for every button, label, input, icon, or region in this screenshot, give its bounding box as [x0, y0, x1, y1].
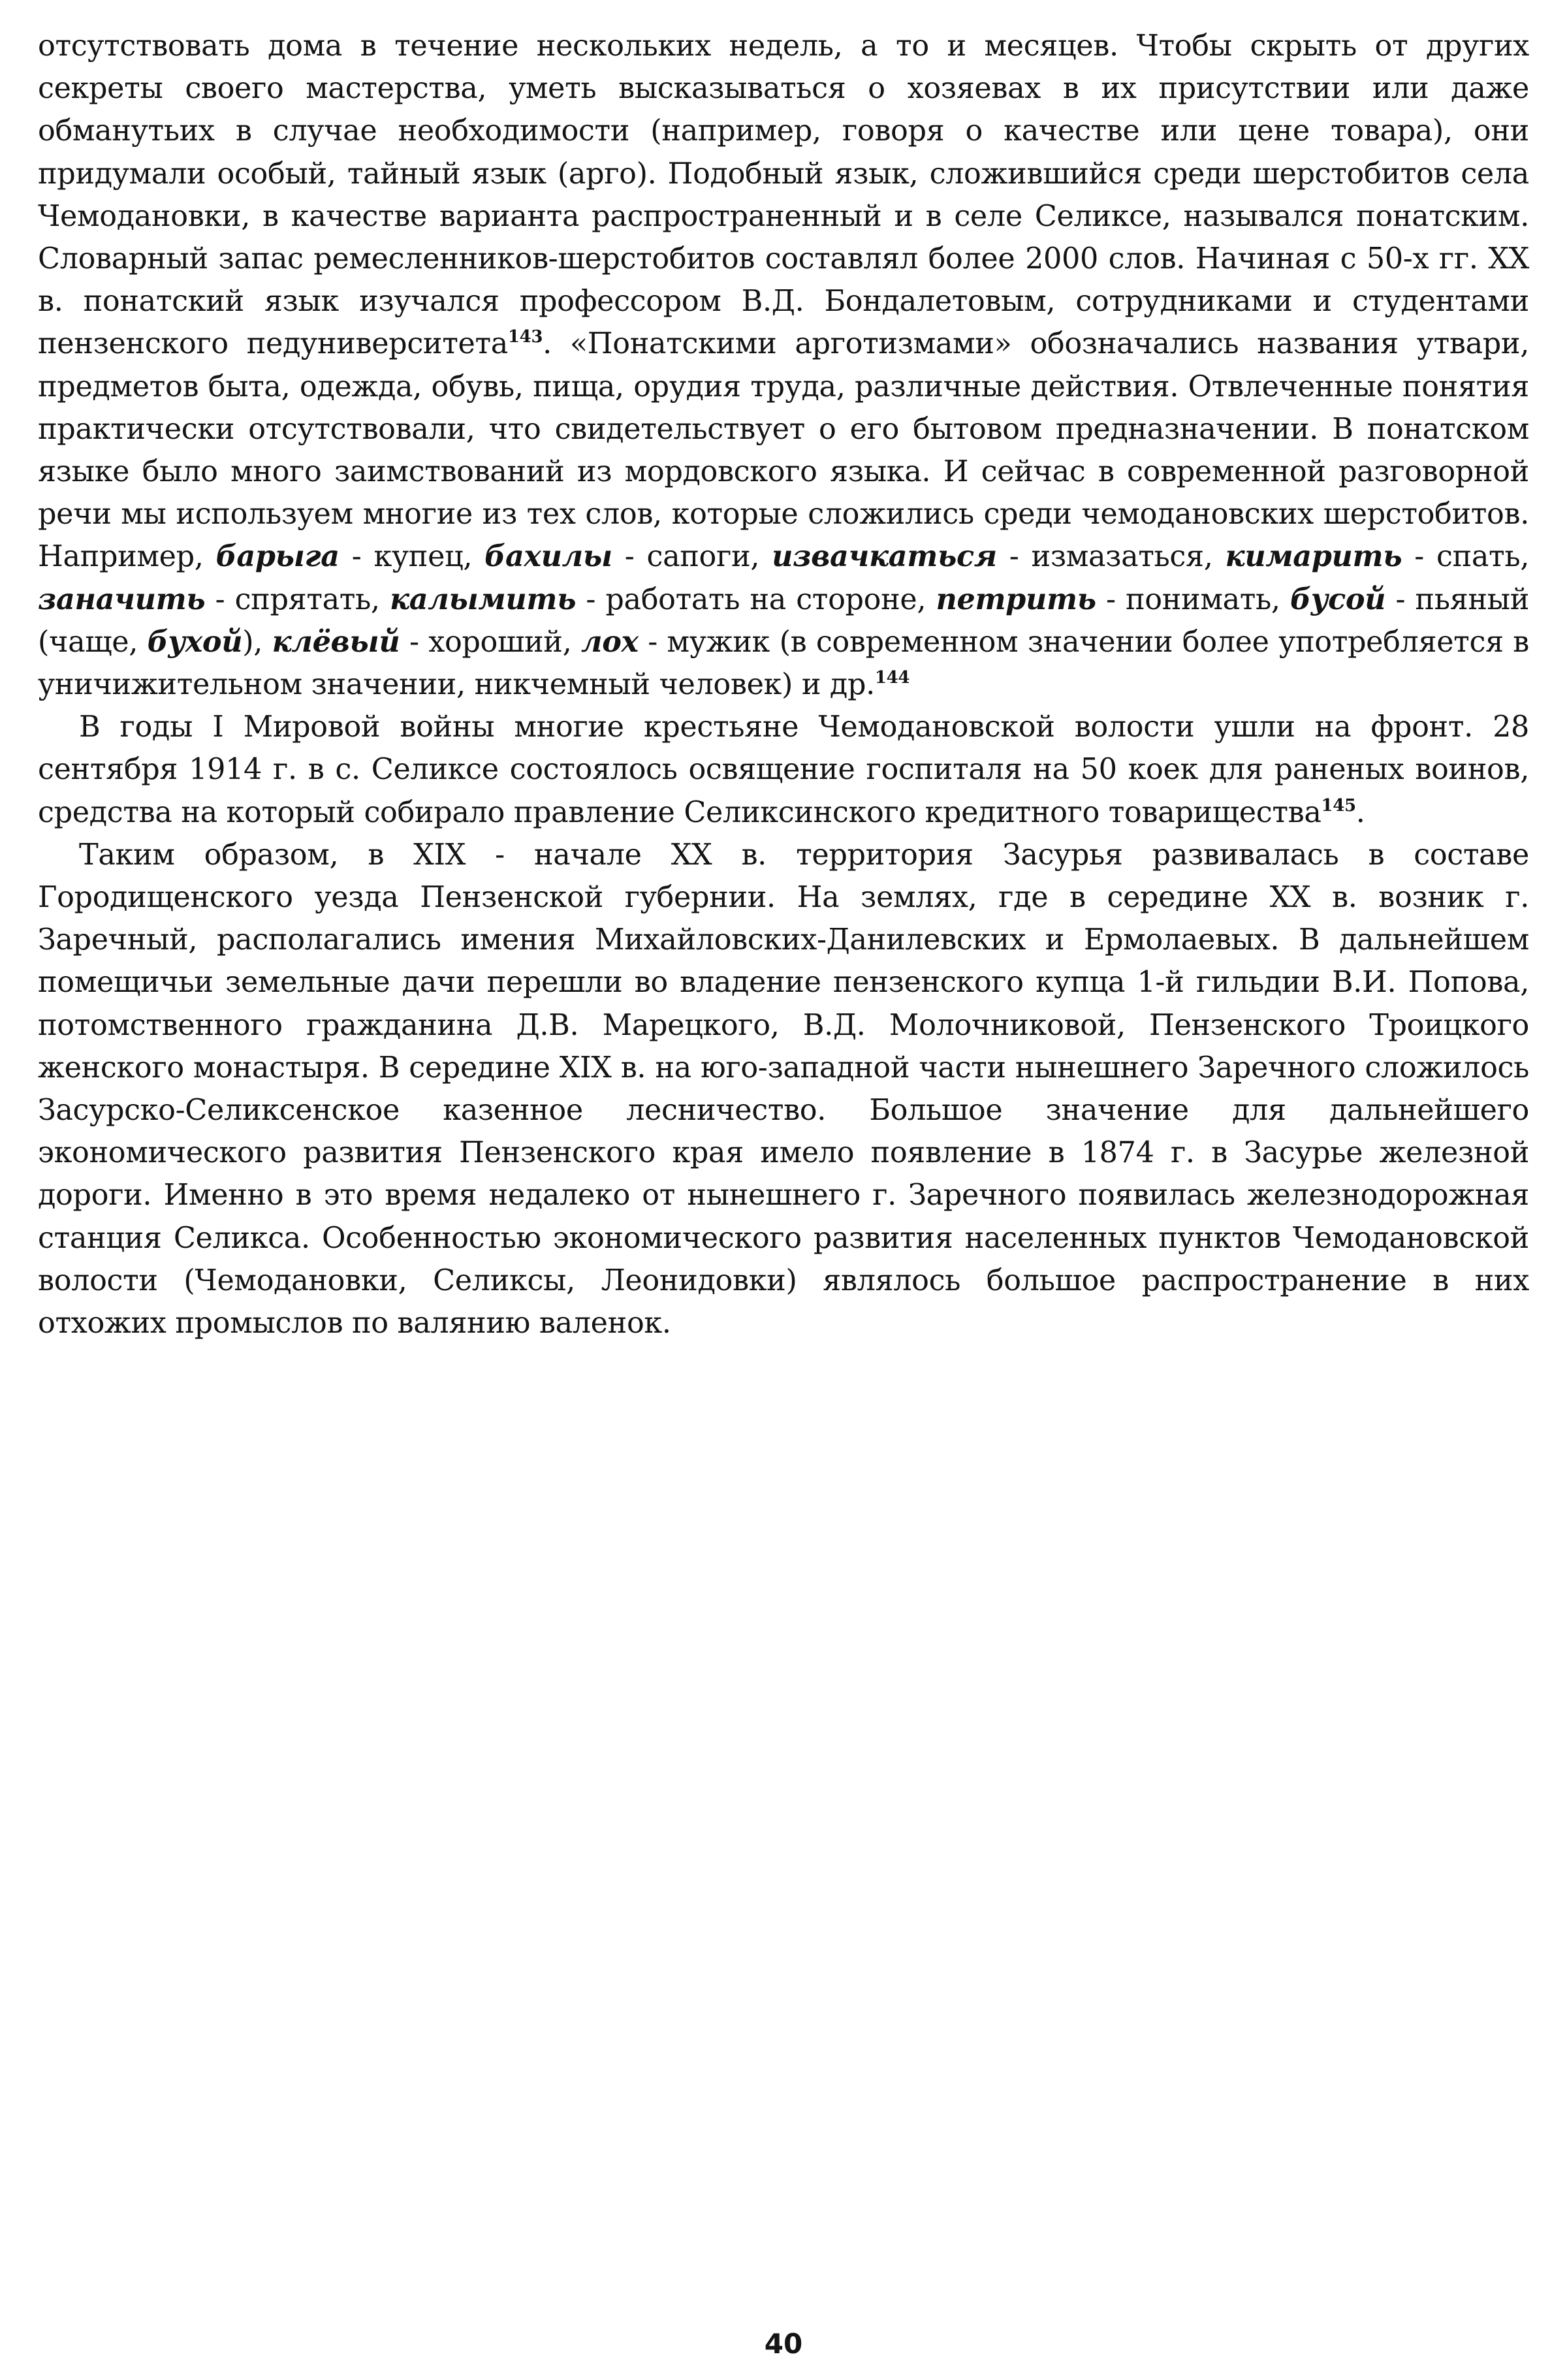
slang-word: извачкаться [772, 539, 997, 574]
paragraph-text: отсутствовать дома в течение нескольких недель, а то и месяцев. Чтобы скрыть от других секреты своего мастерства, уметь высказываться о хозяевах в их присутствии или даже обманутьих в случае необходимости (например, говоря о качестве или цене товара), они придумали особый, тайный язык (арго). Подобный язык, сложившийся среди шерстобитов села Чемодановки, в качестве варианта распространенный и в селе Селиксе, назывался понатским. Словарный запас ремесленников-шерстобитов составлял более 2000 слов. Начиная с 50-х гг. XX в. понатский язык изучался профессором В.Д. Бондалетовым, сотрудниками и студентами пензенского педуниверситета [38, 29, 1529, 361]
paragraph-conclusion [38, 834, 1529, 1344]
slang-word: петрить [936, 582, 1096, 616]
slang-word: калымить [390, 582, 577, 616]
gloss: - сапоги, [612, 540, 772, 574]
gloss: - мужик (в современном значении более употребляется в уничижительном значении, никчемный человек) и др. [38, 625, 1530, 702]
gloss: - измазаться, [996, 540, 1226, 574]
slang-word: барыга [215, 539, 340, 574]
gloss: - понимать, [1096, 582, 1291, 616]
gloss: ), [242, 625, 272, 659]
footnote-ref-145: 145 [1321, 795, 1356, 816]
gloss: - пьяный (чаще, [38, 582, 1530, 659]
gloss: - хороший, [400, 625, 581, 659]
slang-word: бусой [1290, 582, 1386, 616]
gloss: - спать, [1402, 540, 1529, 574]
slang-word: клёвый [272, 624, 400, 659]
footnote-ref-143: 143 [507, 327, 543, 347]
paragraph-text: . «Понатскими арготизмами» обозначались названия утвари, предметов быта, одежда, обувь, пища, орудия труда, различные действия. Отвлеченные понятия практически отсутствовали, что свидетельствует о его бытовом предназначении. В понатском языке было много заимствований из мордовского языка. И сейчас в современной разговорной речи мы используем многие из тех слов, которые сложились среди чемодановских шерстобитов. Например, [38, 327, 1529, 574]
paragraph-text: Таким образом, в XIX - начале XX в. территория Засурья развивалась в составе Городищенского уезда Пензенской губернии. На землях, где в середине XX в. возник г. Заречный, располагались имения Михайловских-Данилевских и Ермолаевых. В дальнейшем помещичьи земельные дачи перешли во владение пензенского купца 1-й гильдии В.И. Попова, потомственного гражданина Д.В. Марецкого, В.Д. Молочниковой, Пензенского Троицкого женского монастыря. В середине XIX в. на юго-западной части нынешнего Заречного сложилось Засурско-Селиксенское казенное лесничество. Большое значение для дальнейшего экономического развития Пензенского края имело появление в 1874 г. в Засурье железной дороги. Именно в это время недалеко от нынешнего г. Заречного появилась железнодорожная станция Селикса. Особенностью экономического развития населенных пунктов Чемодановской волости (Чемодановки, Селиксы, Леонидовки) являлось большое распространение в них отхожих промыслов по валянию валенок. [38, 838, 1529, 1341]
slang-word: бахилы [484, 539, 612, 574]
footnote-ref-144: 144 [874, 668, 910, 688]
gloss: - работать на стороне, [576, 582, 936, 616]
slang-word: лох [580, 624, 639, 659]
slang-word: бухой [147, 624, 243, 659]
page-body [38, 25, 1529, 1344]
page-number: 40 [764, 2328, 803, 2360]
paragraph-world-war [38, 706, 1529, 834]
paragraph-poniat-language [38, 25, 1529, 706]
paragraph-text-end: . [1355, 795, 1365, 829]
slang-word: заначить [38, 582, 206, 616]
gloss: - купец, [339, 540, 485, 574]
gloss: - спрятать, [205, 582, 390, 616]
paragraph-text: В годы I Мировой войны многие крестьяне Чемодановской волости ушли на фронт. 28 сентября 1914 г. в с. Селиксе состоялось освящение госпиталя на 50 коек для раненых воинов, средства на который собирало правление Селиксинского кредитного товарищества [38, 710, 1529, 829]
slang-word: кимарить [1225, 539, 1402, 574]
